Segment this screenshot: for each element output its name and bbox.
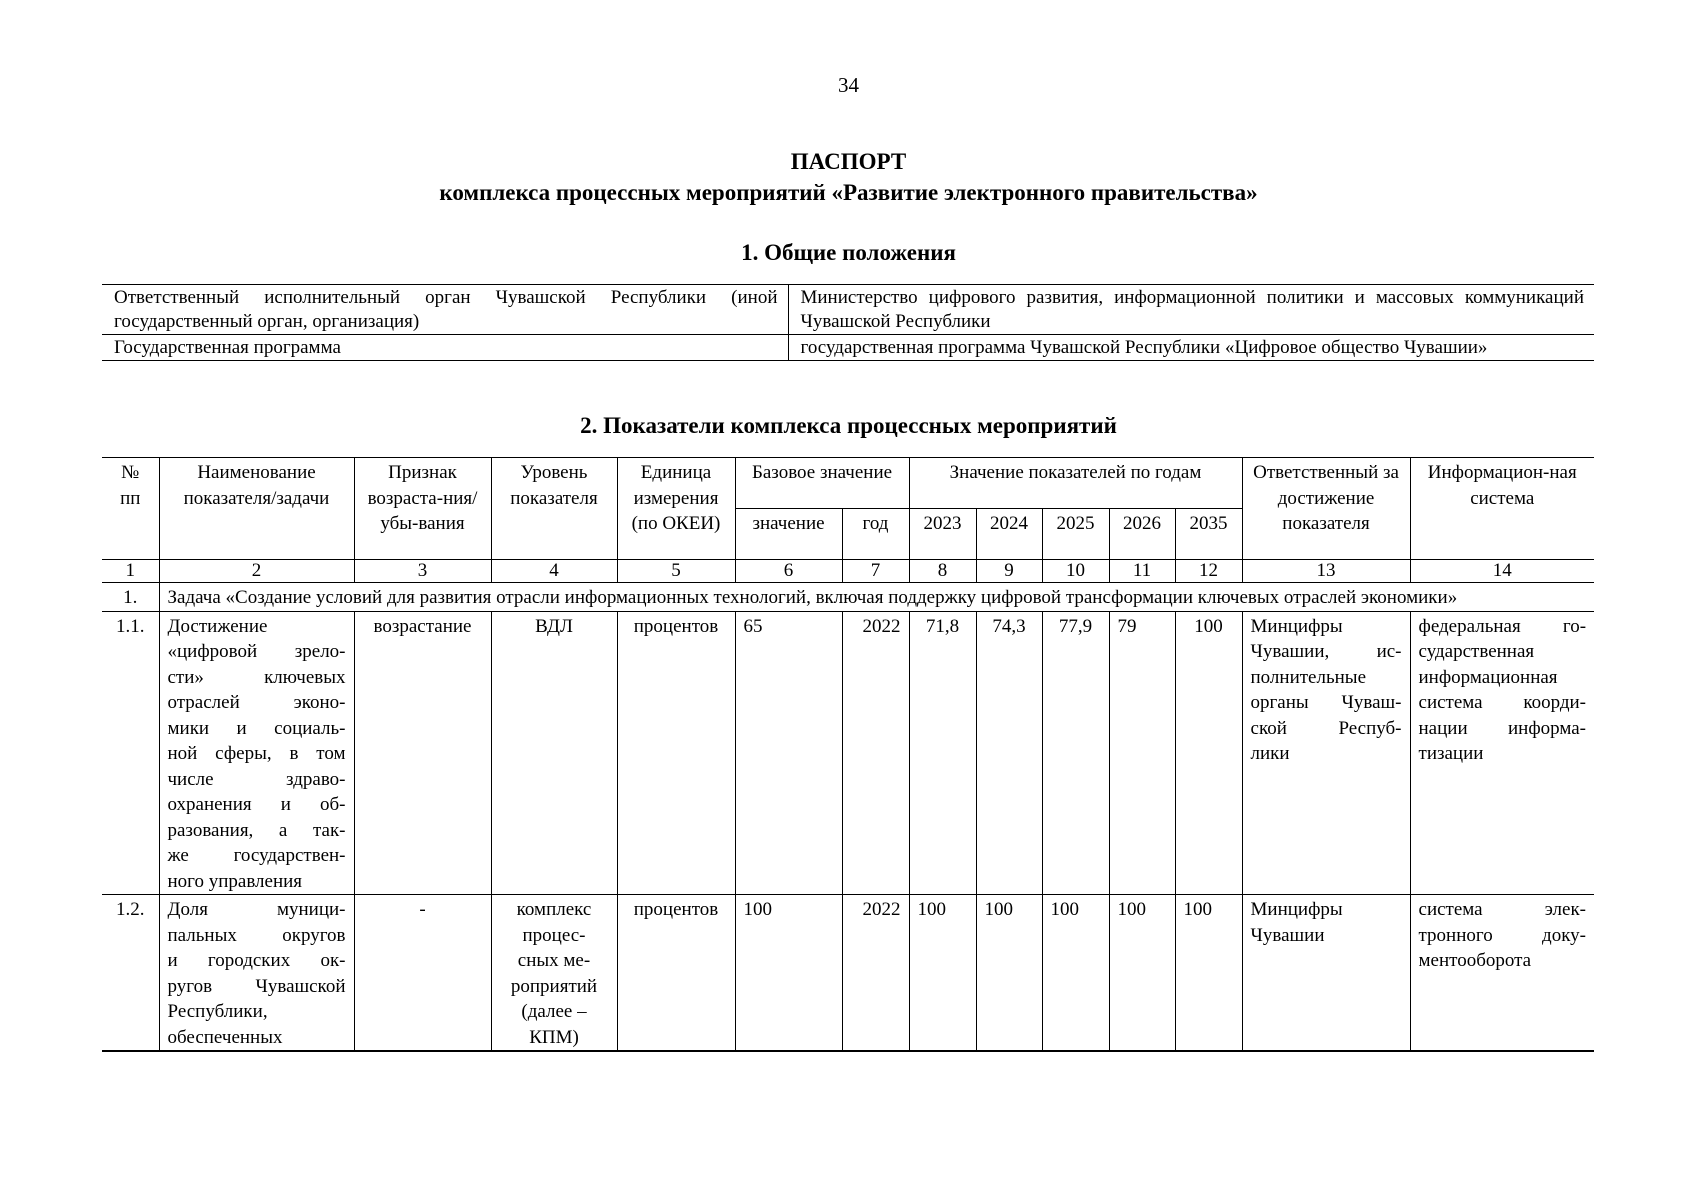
indicator-value-2024: 100 <box>976 895 1042 1052</box>
level-line: комплекс <box>516 899 592 920</box>
column-number: 1 <box>102 560 159 583</box>
responsible-line: Чувашии, ис- <box>1250 641 1402 662</box>
indicator-name-line: и городских ок- <box>167 950 346 971</box>
responsible-line: лики <box>1250 743 1290 764</box>
indicator-responsible <box>1242 895 1410 1052</box>
column-number: 11 <box>1109 560 1175 583</box>
section-1-heading: 1. Общие положения <box>741 240 956 265</box>
responsible-line: Минцифры <box>1250 615 1343 637</box>
level-line: роприятий <box>510 975 598 997</box>
header-year-2035: 2035 <box>1175 509 1242 560</box>
task-row <box>102 583 1594 612</box>
page-number: 34 <box>838 73 859 97</box>
indicator-name-line: Достижение <box>167 615 268 637</box>
indicator-name-line: обеспеченных <box>167 1026 283 1048</box>
column-number: 7 <box>842 560 909 583</box>
general-value-responsible: Министерство цифрового развития, информационной политики и массовых коммуникаций Чувашской Республики <box>788 285 1594 335</box>
row-num: 1.2. <box>102 895 159 1052</box>
column-number: 14 <box>1410 560 1594 583</box>
responsible-line: ской Респуб- <box>1250 717 1402 739</box>
indicator-name-line: ругов Чувашской <box>167 975 346 997</box>
indicators-table <box>102 457 1594 1052</box>
responsible-line: органы Чуваш- <box>1250 692 1402 713</box>
indicator-value-2026: 79 <box>1109 611 1175 895</box>
header-year-2026: 2026 <box>1109 509 1175 560</box>
general-value-program: государственная программа Чувашской Республики «Цифровое общество Чувашии» <box>788 335 1594 361</box>
indicator-name-line: Доля муници- <box>167 899 346 920</box>
column-numbers-row <box>102 560 1594 583</box>
info-system-line: система коорди- <box>1418 692 1587 713</box>
indicator-base-year: 2022 <box>842 895 909 1052</box>
header-level: Уровень показателя <box>491 458 617 560</box>
indicator-name-line: ного управления <box>167 870 303 892</box>
indicator-name-line: «цифровой зрело- <box>167 641 346 662</box>
indicator-value-2023: 100 <box>909 895 976 1052</box>
info-system-line: ментооборота <box>1418 950 1532 971</box>
responsible-line: полнительные <box>1250 666 1366 688</box>
title-line-1: ПАСПОРТ <box>790 149 907 174</box>
column-number: 3 <box>354 560 491 583</box>
row-num: 1.1. <box>102 611 159 895</box>
column-number: 8 <box>909 560 976 583</box>
info-system-line: тизации <box>1418 743 1484 764</box>
header-name: Наименование показателя/задачи <box>159 458 354 560</box>
indicator-value-2025: 100 <box>1042 895 1109 1052</box>
task-num: 1. <box>102 583 159 612</box>
indicator-level <box>491 895 617 1052</box>
indicator-base-value: 65 <box>735 611 842 895</box>
column-number: 10 <box>1042 560 1109 583</box>
header-base: Базовое значение <box>735 458 909 509</box>
info-system-line: информационная <box>1418 666 1558 688</box>
header-base-year: год <box>842 509 909 560</box>
indicator-name-line: разования, а так- <box>167 819 346 841</box>
column-number: 6 <box>735 560 842 583</box>
indicator-value-2024: 74,3 <box>976 611 1042 895</box>
indicator-name <box>159 895 354 1052</box>
indicator-name-line: сти» ключевых <box>167 666 346 688</box>
column-number: 5 <box>617 560 735 583</box>
responsible-line: Минцифры <box>1250 899 1343 920</box>
indicator-name-line: охранения и об- <box>167 794 346 815</box>
column-number: 13 <box>1242 560 1410 583</box>
task-text: Задача «Создание условий для развития отрасли информационных технологий, включая поддержку цифровой трансформации ключевых отраслей экономики» <box>159 583 1594 612</box>
header-num: № пп <box>102 458 159 560</box>
indicator-sign: возрастание <box>354 611 491 895</box>
indicator-name-line: пальных округов <box>167 924 346 946</box>
indicator-value-2035: 100 <box>1175 895 1242 1052</box>
level-line: сных ме- <box>517 950 591 971</box>
indicator-name-line: мики и социаль- <box>167 717 346 739</box>
indicator-value-2035: 100 <box>1175 611 1242 895</box>
header-responsible: Ответственный за достижение показателя <box>1242 458 1410 560</box>
indicator-name <box>159 611 354 895</box>
indicator-responsible <box>1242 611 1410 895</box>
info-system-line: федеральная го- <box>1418 615 1587 637</box>
indicator-base-year: 2022 <box>842 611 909 895</box>
header-year-2023: 2023 <box>909 509 976 560</box>
indicator-name-line: ной сферы, в том <box>167 743 346 764</box>
indicator-name-line: же государствен- <box>167 845 346 866</box>
table-row <box>102 611 1594 895</box>
header-sign: Признак возраста-ния/ убы-вания <box>354 458 491 560</box>
indicator-value-2025: 77,9 <box>1042 611 1109 895</box>
level-line: КПМ) <box>529 1026 579 1048</box>
indicator-name-line: числе здраво- <box>167 768 346 790</box>
indicator-unit: процентов <box>617 895 735 1052</box>
title-line-2: комплекса процессных мероприятий «Развитие электронного правительства» <box>439 180 1258 205</box>
document-title <box>0 146 1697 208</box>
indicator-unit: процентов <box>617 611 735 895</box>
general-row-responsible <box>102 285 1594 335</box>
section-2-heading: 2. Показатели комплекса процессных мероприятий <box>580 413 1117 438</box>
level-line: процес- <box>522 924 586 946</box>
indicator-base-value: 100 <box>735 895 842 1052</box>
column-number: 9 <box>976 560 1042 583</box>
header-info-system: Информацион-ная система <box>1410 458 1594 560</box>
indicator-name-line: отраслей эконо- <box>167 692 346 713</box>
info-system-line: система элек- <box>1418 899 1587 920</box>
general-label-program: Государственная программа <box>102 335 788 361</box>
general-row-program <box>102 335 1594 361</box>
header-year-2025: 2025 <box>1042 509 1109 560</box>
indicator-name-line: Республики, <box>167 1001 268 1022</box>
indicator-info-system <box>1410 895 1594 1052</box>
indicator-value-2026: 100 <box>1109 895 1175 1052</box>
header-row-top <box>102 458 1594 509</box>
info-system-line: нации информа- <box>1418 717 1587 739</box>
general-provisions-table <box>102 284 1594 361</box>
header-unit: Единица измерения (по ОКЕИ) <box>617 458 735 560</box>
indicator-value-2023: 71,8 <box>909 611 976 895</box>
header-years-group: Значение показателей по годам <box>909 458 1242 509</box>
header-year-2024: 2024 <box>976 509 1042 560</box>
column-number: 12 <box>1175 560 1242 583</box>
indicator-level: ВДЛ <box>491 611 617 895</box>
column-number: 4 <box>491 560 617 583</box>
column-number: 2 <box>159 560 354 583</box>
indicator-info-system <box>1410 611 1594 895</box>
info-system-line: тронного доку- <box>1418 924 1587 946</box>
general-label-responsible: Ответственный исполнительный орган Чувашской Республики (иной государственный орган, организация) <box>102 285 788 335</box>
responsible-line: Чувашии <box>1250 924 1325 946</box>
level-line: (далее – <box>521 1001 587 1022</box>
header-base-value: значение <box>735 509 842 560</box>
table-row <box>102 895 1594 1052</box>
indicator-sign: - <box>354 895 491 1052</box>
info-system-line: сударственная <box>1418 641 1535 662</box>
